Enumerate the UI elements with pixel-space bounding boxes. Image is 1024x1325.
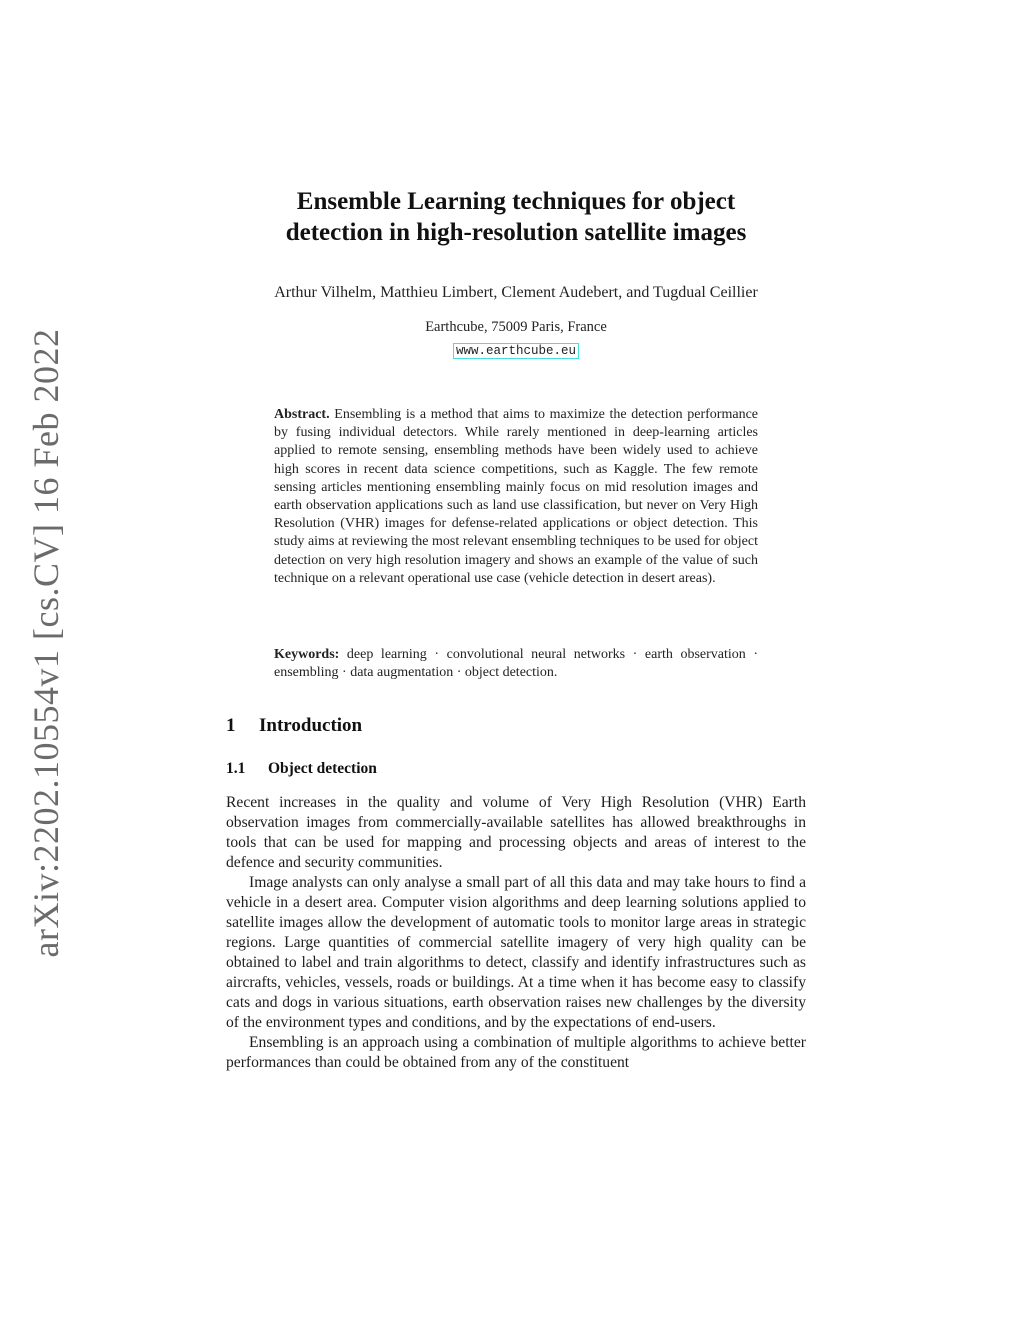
section-heading: [226, 715, 362, 737]
author-list: Arthur Vilhelm, Matthieu Limbert, Clement Audebert, and Tugdual Ceillier: [274, 284, 758, 301]
keywords-text: deep learning · convolutional neural networks · earth observation · ensembling · data augmentation · object detection.: [274, 647, 759, 681]
paragraph: Recent increases in the quality and volume of Very High Resolution (VHR) Earth observation images from commercially-available satellites has allowed breakthroughs in tools that can be used for mapping and processing objects and areas of interest to the defence and security communities.: [226, 794, 806, 871]
section-number: 1: [226, 715, 236, 736]
paragraph: Image analysts can only analyse a small part of all this data and may take hours to find a vehicle in a desert area. Computer vision algorithms and deep learning solutions applied to satellite images allow the development of automatic tools to monitor large areas in strategic regions. Large quantities of commercial satellite imagery of very high quality can be obtained to label and train algorithms to detect, classify and identify infrastructures such as aircrafts, vehicles, vessels, roads or buildings. At a time when it has become easy to classify cats and dogs in various situations, earth observation raises new challenges by the diversity of the environment types and conditions, and by the expectations of end-users.: [226, 874, 806, 1031]
subsection-title: Object detection: [268, 760, 377, 777]
affiliation: Earthcube, 75009 Paris, France: [425, 319, 607, 335]
abstract-block: [274, 406, 758, 588]
body-text: [226, 793, 806, 1073]
website-link[interactable]: www.earthcube.eu: [453, 343, 579, 359]
arxiv-identifier: arXiv:2202.10554v1 [cs.CV] 16 Feb 2022: [26, 328, 66, 958]
subsection-heading: [226, 760, 377, 778]
title-line-1: Ensemble Learning techniques for object: [296, 188, 736, 215]
paper-title: [226, 186, 806, 248]
abstract-label: Abstract.: [274, 407, 330, 422]
title-line-2: detection in high-resolution satellite images: [285, 219, 747, 246]
section-title: Introduction: [259, 715, 363, 736]
keywords-label: Keywords:: [274, 647, 340, 662]
abstract-text: Ensembling is a method that aims to maximize the detection performance by fusing individual detectors. While rarely mentioned in deep-learning articles applied to remote sensing, ensembling methods have been widely used to achieve high scores in recent data science competitions, such as Kaggle. The few remote sensing articles mentioning ensembling mainly focus on mid resolution images and earth observation applications such as land use classification, but never on Very High Resolution (VHR) images for defense-related applications or object detection. This study aims at reviewing the most relevant ensembling techniques to be used for object detection on very high resolution imagery and shows an example of the value of such technique on a relevant operational use case (vehicle detection in desert areas).: [274, 407, 758, 586]
subsection-number: 1.1: [226, 760, 246, 777]
website-line: [226, 339, 806, 358]
paragraph: Ensembling is an approach using a combination of multiple algorithms to achieve better performances than could be obtained from any of the constituent: [226, 1034, 806, 1071]
keywords-block: [274, 646, 758, 682]
